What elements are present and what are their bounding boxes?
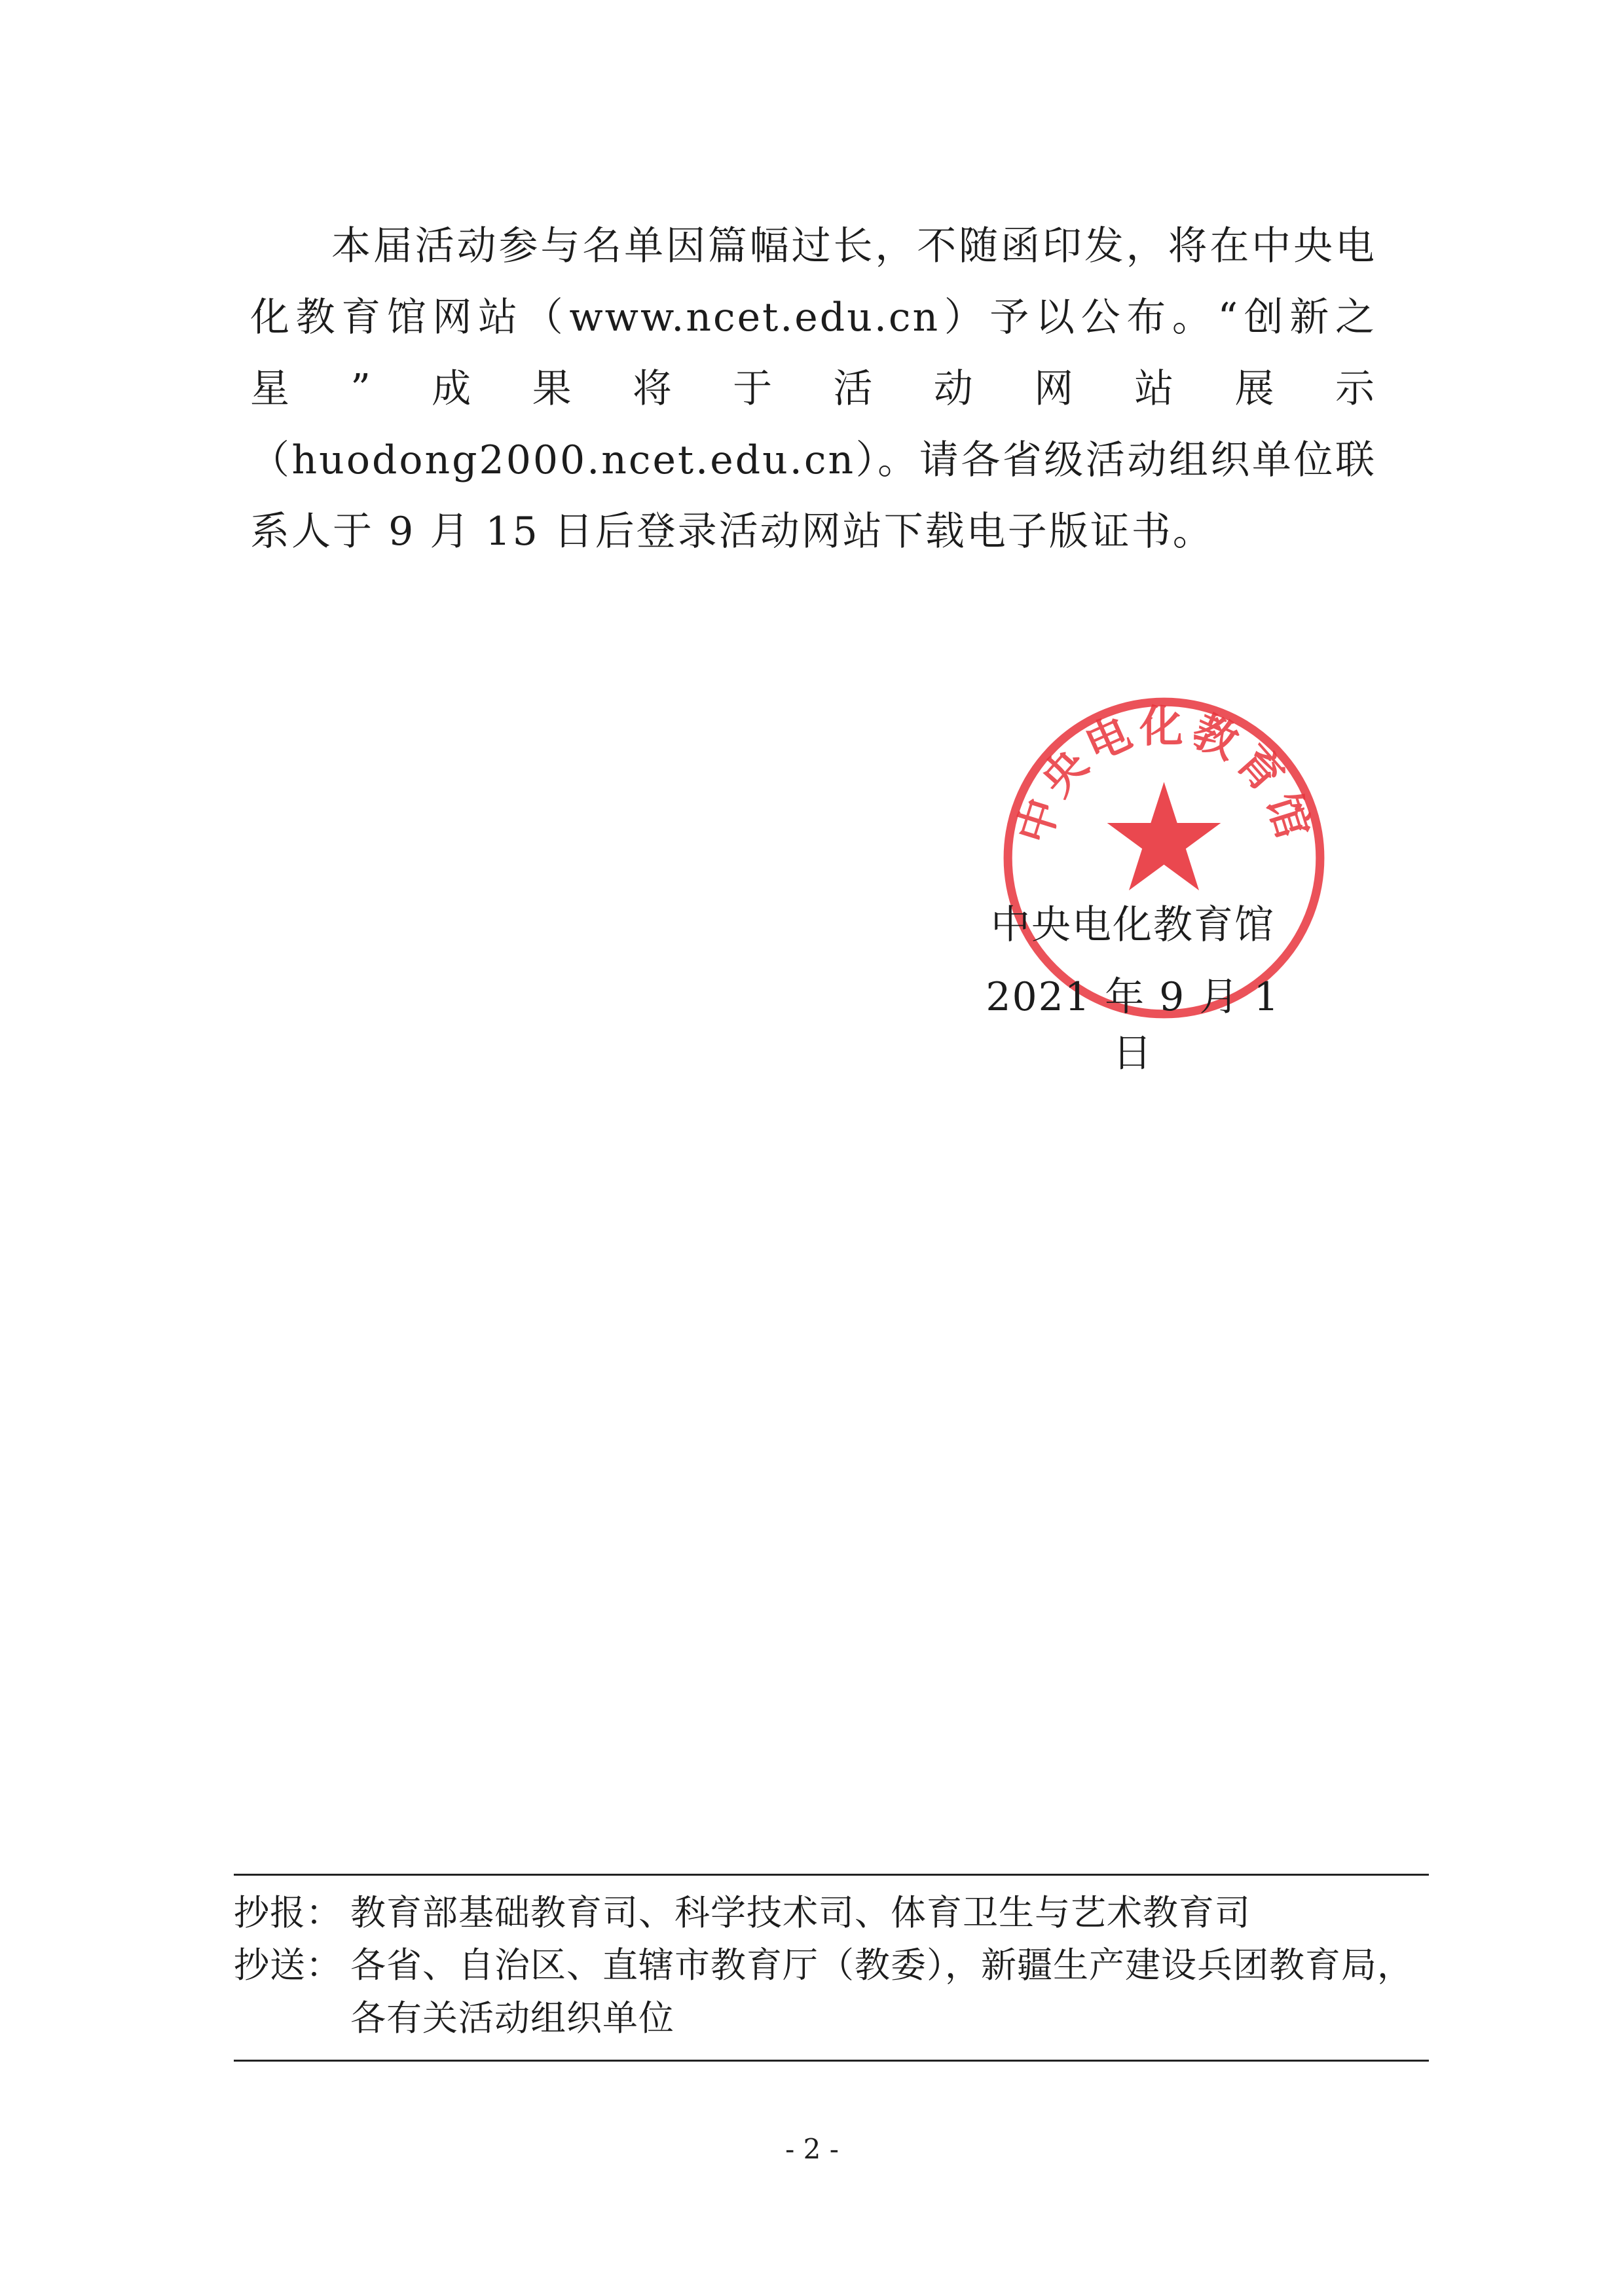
- copy-report-label: 抄报：: [234, 1892, 342, 1933]
- copy-report-row: [234, 1887, 1251, 1939]
- copy-top-rule: [234, 1874, 1429, 1876]
- copy-bottom-rule: [234, 2060, 1429, 2062]
- seal-star-icon: [1107, 782, 1221, 890]
- seal-text: 中央电化教育馆: [1007, 701, 1321, 850]
- signature-date: 2021 年 9 月 1 日: [986, 974, 1280, 1076]
- page-number: - 2 -: [785, 2133, 839, 2165]
- copy-report-recipients: 教育部基础教育司、科学技术司、体育卫生与艺术教育司: [350, 1892, 1251, 1933]
- copy-send-label: 抄送：: [234, 1944, 342, 1986]
- copy-send-row: [234, 1939, 1413, 1992]
- signature-organization: 中央电化教育馆: [991, 902, 1275, 948]
- copy-send-recipients-line1: 各省、自治区、直辖市教育厅（教委），新疆生产建设兵团教育局，: [350, 1944, 1413, 1986]
- copy-send-recipients-line2: 各有关活动组织单位: [350, 1997, 674, 2039]
- body-paragraph: 本届活动参与名单因篇幅过长，不随函印发，将在中央电化教育馆网站（www.ncet.edu.cn）予以公布。“创新之星”成果将于活动网站展示（huodong2000.ncet.edu.cn）。请各省级活动组织单位联系人于 9 月 15 日后登录活动网站下载电子版证书。: [250, 223, 1376, 555]
